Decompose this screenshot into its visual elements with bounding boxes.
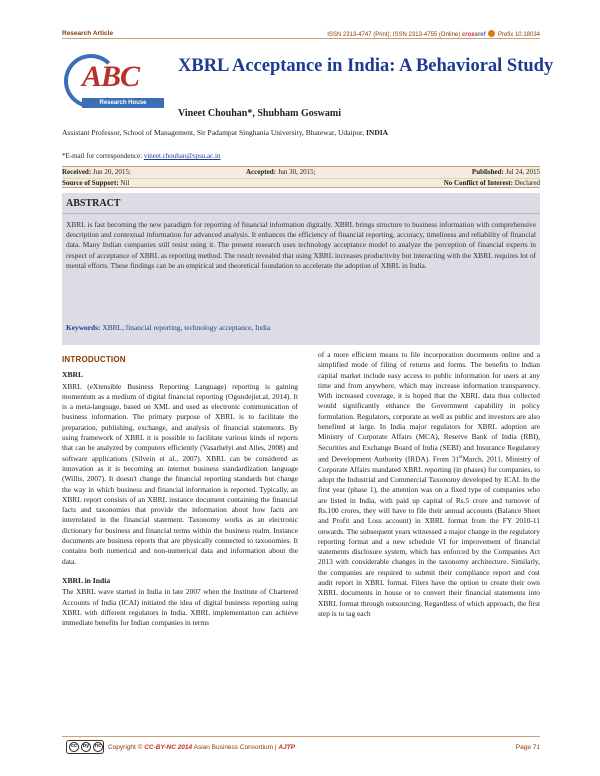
paragraph-continued: of a more efficient means to file incorporation documents online and a simplified mode of filing of returns and forms. The benefits to Indian capital market include easy access to public information for users at any time and from anywhere, which may increase information transparency. With increased coverage, it is hoped that the XBRL data thus collected would significantly enhance the Government capability in policy formulation. Regulators, corporate as well as public and investors are also benefited at large. In India major regulators for XBRL adoption are Ministry of Corporate Affairs (MCA), Reserve Bank of India (RBI), Securities and Exchange Board of India (SEBI) and Insurance Regulatory and Development Authority (IRDA). From 31stMarch, 2011, Ministry of Corporate Affairs mandated XBRL reporting (in phases) for companies, to adopt the Industrial and Commercial Taxonomy developed by ICAI. In the first year (phase 1), the attention was on a fixed type of companies who are listed in India, with paid up capital of Rs.5 crore and turnover of Rs.100 crores, they will have to file their annual accounts (Balance Sheet and Profit and Loss account) in XBRL format from the FY 2010-11 onwards. The subsequent years witnessed a major change in the regulatory reporting format and a new schedule VI for improvement of financial statements disclosure system, which has enforced by the Companies Act 2013 with considerable changes in the taxonomy architecture. Similarly, the companies are required to submit their compliance report and cost audit report in XBRL format. Filers have the option to create their own XBRL documents in house or to convert their financial statements into XBRL format through outsourcing. Regardless of which approach, the first step is to tag each [318, 350, 541, 618]
copyright-prefix: Copyright © [108, 744, 143, 751]
paragraph-xbrl: XBRL (eXtensible Business Reporting Language) reporting is gaining momentum as a medium of digital financial reporting (Ogundejiet.al, 2014). It is a meta-language, based on XML and used as electronic communication of business information. The primary purpose of XBRL is to facilitate the preparation, publishing, exchange, and analysis of financial statements. By using framework of XBRL it is possible to facilitate various kinds of reports that can be analyzed by computers efficiently (Vasarhelyi and Alles, 2008) and software applications (Silvein et al., 2007). XBRL can be considered as innovation as it is becoming an internet business standardization language (Willis, 2007). It doesn't change the financial reporting standards but change the way in which business and financial information is reported. Typically, an XBRL report consists of an XBRL instance document containing the financial facts and taxonomies that provide the information about how facts are interrelated in the financial statement. Taxonomy works as an electronic dictionary for business and financial terms within the business realm. Instance documents are business reports that are physically connected to taxonomies. It contains both numerical and non-numerical data and information about the data. [62, 381, 298, 566]
issn-text: ISSN 2313-4747 (Print); ISSN 2313-4755 (Online) [327, 32, 461, 38]
left-column [62, 350, 298, 628]
cc-license-badge[interactable] [66, 740, 104, 754]
dates-row [62, 168, 540, 178]
published-date: Published: Jul 24, 2015 [471, 168, 540, 176]
issn-line [327, 30, 540, 38]
right-column [318, 350, 540, 619]
affiliation-text: Assistant Professor, School of Management, Sir Padampat Singhania University, Bhatewar, Udaipur, [62, 128, 365, 137]
header-rule [62, 38, 540, 39]
page-header [0, 0, 600, 38]
crossref-ref: ref [477, 32, 486, 38]
by-icon: by [81, 742, 91, 752]
abstract-text: XBRL is fast becoming the new paradigm for reporting of financial information digitally. XBRL brings structure to business information with comprehensive description and contextual information for advanced analysis. It enhances the efficiency of financial reporting, accuracy, timeliness and reliability of financial data. Many Indian companies still resist using it. The present research uses technology acceptance model to analyze the perception of financial experts in respect of acceptance of XBRL as reporting method. The result revealed that using XBRL increases productivity but interacting with the XBRL requires lot of mental efforts. These findings can be an empirical and theoretical foundation to accelerate the adoption of XBRL in India. [66, 220, 536, 270]
journal-abbrev: AJTP [278, 744, 296, 751]
xbrl-subheading: XBRL [62, 370, 84, 380]
nc-icon: nc [93, 742, 103, 752]
affiliation [62, 128, 388, 137]
received-date: Received: Jun 20, 2015; [62, 168, 131, 176]
source-of-support: Source of Support: Nil [62, 179, 130, 187]
abstract-heading: ABSTRACT [66, 198, 121, 209]
keywords [66, 323, 270, 332]
logo-letters: ABC [82, 60, 140, 93]
article-dates-box [62, 166, 540, 188]
email-link[interactable]: vineet.chouhan@spsu.ac.in [143, 152, 221, 160]
correspondence [62, 152, 220, 160]
page-number: Page 71 [515, 744, 540, 751]
support-row [62, 178, 540, 188]
xbrl-india-subheading: XBRL in India [62, 575, 111, 585]
paragraph-xbrl-india: The XBRL wave started in India in late 2007 when the Institute of Chartered Accounts of India (ICAI) initiated the idea of digital business reporting using XBRL with different regulators in India. XBRL implementation can achieve immediate benefits for Indian companies in terms [62, 587, 298, 628]
conflict-of-interest: No Conflict of Interest: Declared [443, 179, 540, 187]
article-type: Research Article [62, 30, 114, 37]
footer-rule [62, 736, 540, 737]
copyright-line [108, 744, 295, 751]
abstract-rule [62, 213, 540, 214]
accepted-date: Accepted: Jun 30, 2015; [246, 168, 316, 176]
keywords-text: XBRL, financial reporting, technology acceptance, India [102, 323, 271, 332]
license-text: CC-BY-NC 2014 [144, 744, 193, 751]
affiliation-country: INDIA [365, 128, 389, 137]
paper-authors: Vineet Chouhan*, Shubham Goswami [178, 108, 342, 119]
paper-title: XBRL Acceptance in India: A Behavioral Study [178, 56, 554, 76]
crossref-cross: cross [461, 32, 478, 38]
email-label: *E-mail for correspondence: [62, 152, 143, 160]
introduction-heading: INTRODUCTION [62, 355, 126, 364]
logo-house-label: Research House [82, 98, 164, 108]
journal-logo [64, 52, 164, 118]
keywords-label: Keywords: [66, 323, 101, 332]
prefix-dot-icon [488, 30, 495, 37]
abstract-box [62, 193, 540, 345]
publisher-text: Asian Business Consortium | [193, 744, 277, 751]
cc-icon: cc [69, 742, 79, 752]
doi-prefix: Prefix 10.18034 [497, 32, 540, 38]
